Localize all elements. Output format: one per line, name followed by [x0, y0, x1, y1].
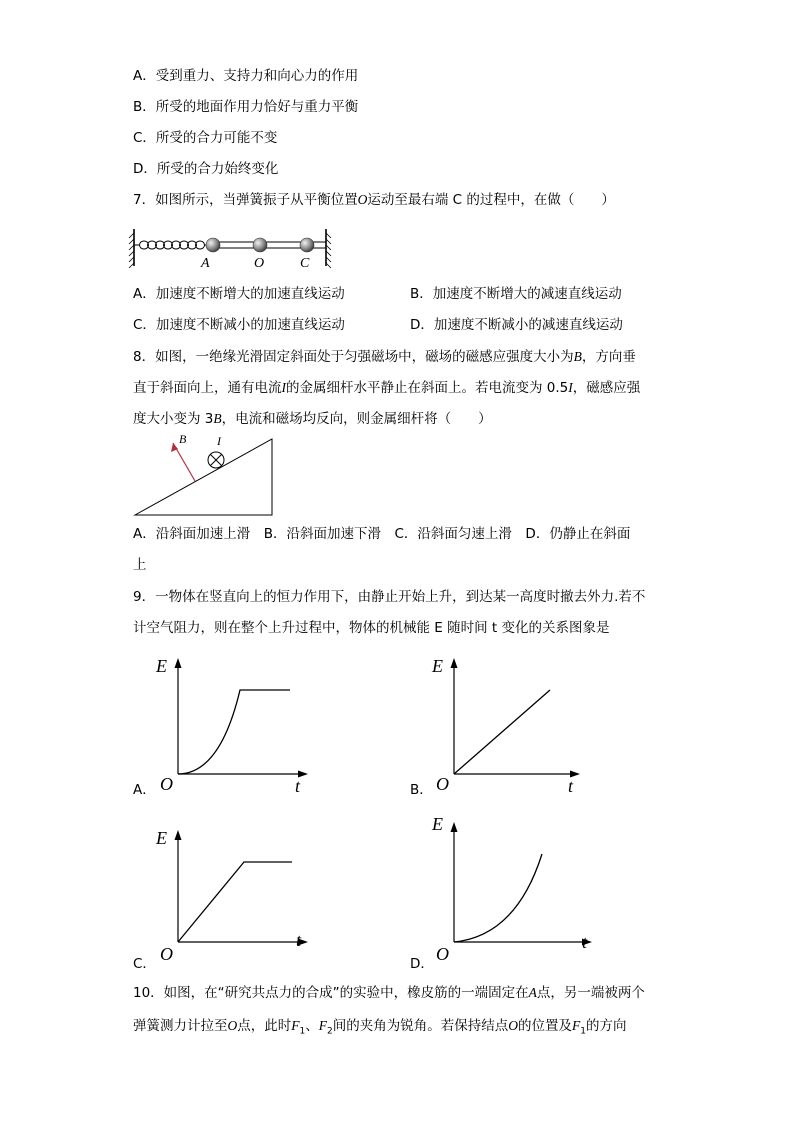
- q6-option-c: C．所受的合力可能不变: [133, 130, 278, 146]
- q8-options-tail: 上: [133, 557, 147, 573]
- svg-text:O: O: [436, 944, 449, 964]
- graph-b-line: [454, 690, 550, 774]
- graph-b-label: B．: [410, 782, 433, 798]
- q8-options: A．沿斜面加速上滑 B．沿斜面加速下滑 C．沿斜面匀速上滑 D．仍静止在斜面: [133, 526, 631, 542]
- label-i: I: [217, 434, 221, 448]
- graph-a: [150, 650, 320, 800]
- svg-text:E: E: [156, 828, 167, 848]
- spring-oscillator-figure: [128, 224, 338, 272]
- ball-a: [206, 238, 220, 252]
- incline-figure: [133, 433, 278, 519]
- svg-text:t: t: [295, 776, 301, 796]
- ball-c: [300, 238, 314, 252]
- label-c: C: [300, 256, 310, 271]
- q6-option-d: D．所受的合力始终变化: [133, 161, 279, 177]
- graph-c-line: [178, 862, 292, 942]
- q7-option-a: A．加速度不断增大的加速直线运动: [133, 286, 345, 302]
- svg-text:O: O: [436, 774, 449, 794]
- q10-stem-line1: 10．如图，在“研究共点力的合成”的实验中，橡皮筋的一端固定在A点，另一端被两个: [133, 985, 645, 1001]
- q10-stem-line2: 弹簧测力计拉至O点，此时$F_1$、$F_2$间的夹角为锐角。若保持结点O的位置及$F_1$的方向: [133, 1018, 627, 1037]
- q6-option-b: B．所受的地面作用力恰好与重力平衡: [133, 99, 359, 115]
- q8-stem-line2: 直于斜面向上，通有电流I的金属细杆水平静止在斜面上。若电流变为 0.5I，磁感应强: [133, 380, 641, 396]
- graph-d-curve: [454, 854, 542, 942]
- label-o: O: [254, 256, 265, 271]
- q8-stem-line1: 8．如图，一绝缘光滑固定斜面处于匀强磁场中，磁场的磁感应强度大小为B，方向垂: [133, 349, 636, 365]
- q7-stem: 7．如图所示，当弹簧振子从平衡位置O运动至最右端 C 的过程中，在做（ ）: [133, 192, 615, 208]
- ball-o: [253, 238, 267, 252]
- q7-option-b: B．加速度不断增大的减速直线运动: [410, 286, 622, 302]
- graph-a-label: A．: [133, 782, 156, 798]
- svg-text:E: E: [432, 656, 443, 676]
- svg-text:O: O: [160, 944, 173, 964]
- graph-b: [426, 650, 596, 800]
- graph-d-label: D．: [410, 956, 434, 972]
- graph-d: [426, 810, 606, 970]
- graph-c-label: C．: [133, 956, 156, 972]
- svg-text:t: t: [296, 930, 302, 950]
- graph-c: [150, 822, 320, 972]
- svg-text:E: E: [432, 814, 443, 834]
- label-b: B: [179, 432, 187, 446]
- q6-option-a: A．受到重力、支持力和向心力的作用: [133, 68, 359, 84]
- label-a: A: [201, 256, 210, 271]
- svg-text:E: E: [156, 656, 167, 676]
- svg-text:t: t: [582, 932, 588, 952]
- q9-stem-line2: 计空气阻力，则在整个上升过程中，物体的机械能 E 随时间 t 变化的关系图象是: [133, 620, 610, 636]
- q9-stem-line1: 9．一物体在竖直向上的恒力作用下，由静止开始上升，到达某一高度时撤去外力.若不: [133, 589, 646, 605]
- q7-option-c: C．加速度不断减小的加速直线运动: [133, 317, 345, 333]
- svg-text:t: t: [568, 776, 574, 796]
- graph-a-curve: [178, 690, 290, 774]
- svg-text:O: O: [160, 774, 173, 794]
- q8-stem-line3: 度大小变为 3B，电流和磁场均反向，则金属细杆将（ ）: [133, 411, 492, 427]
- q7-option-d: D．加速度不断减小的减速直线运动: [410, 317, 623, 333]
